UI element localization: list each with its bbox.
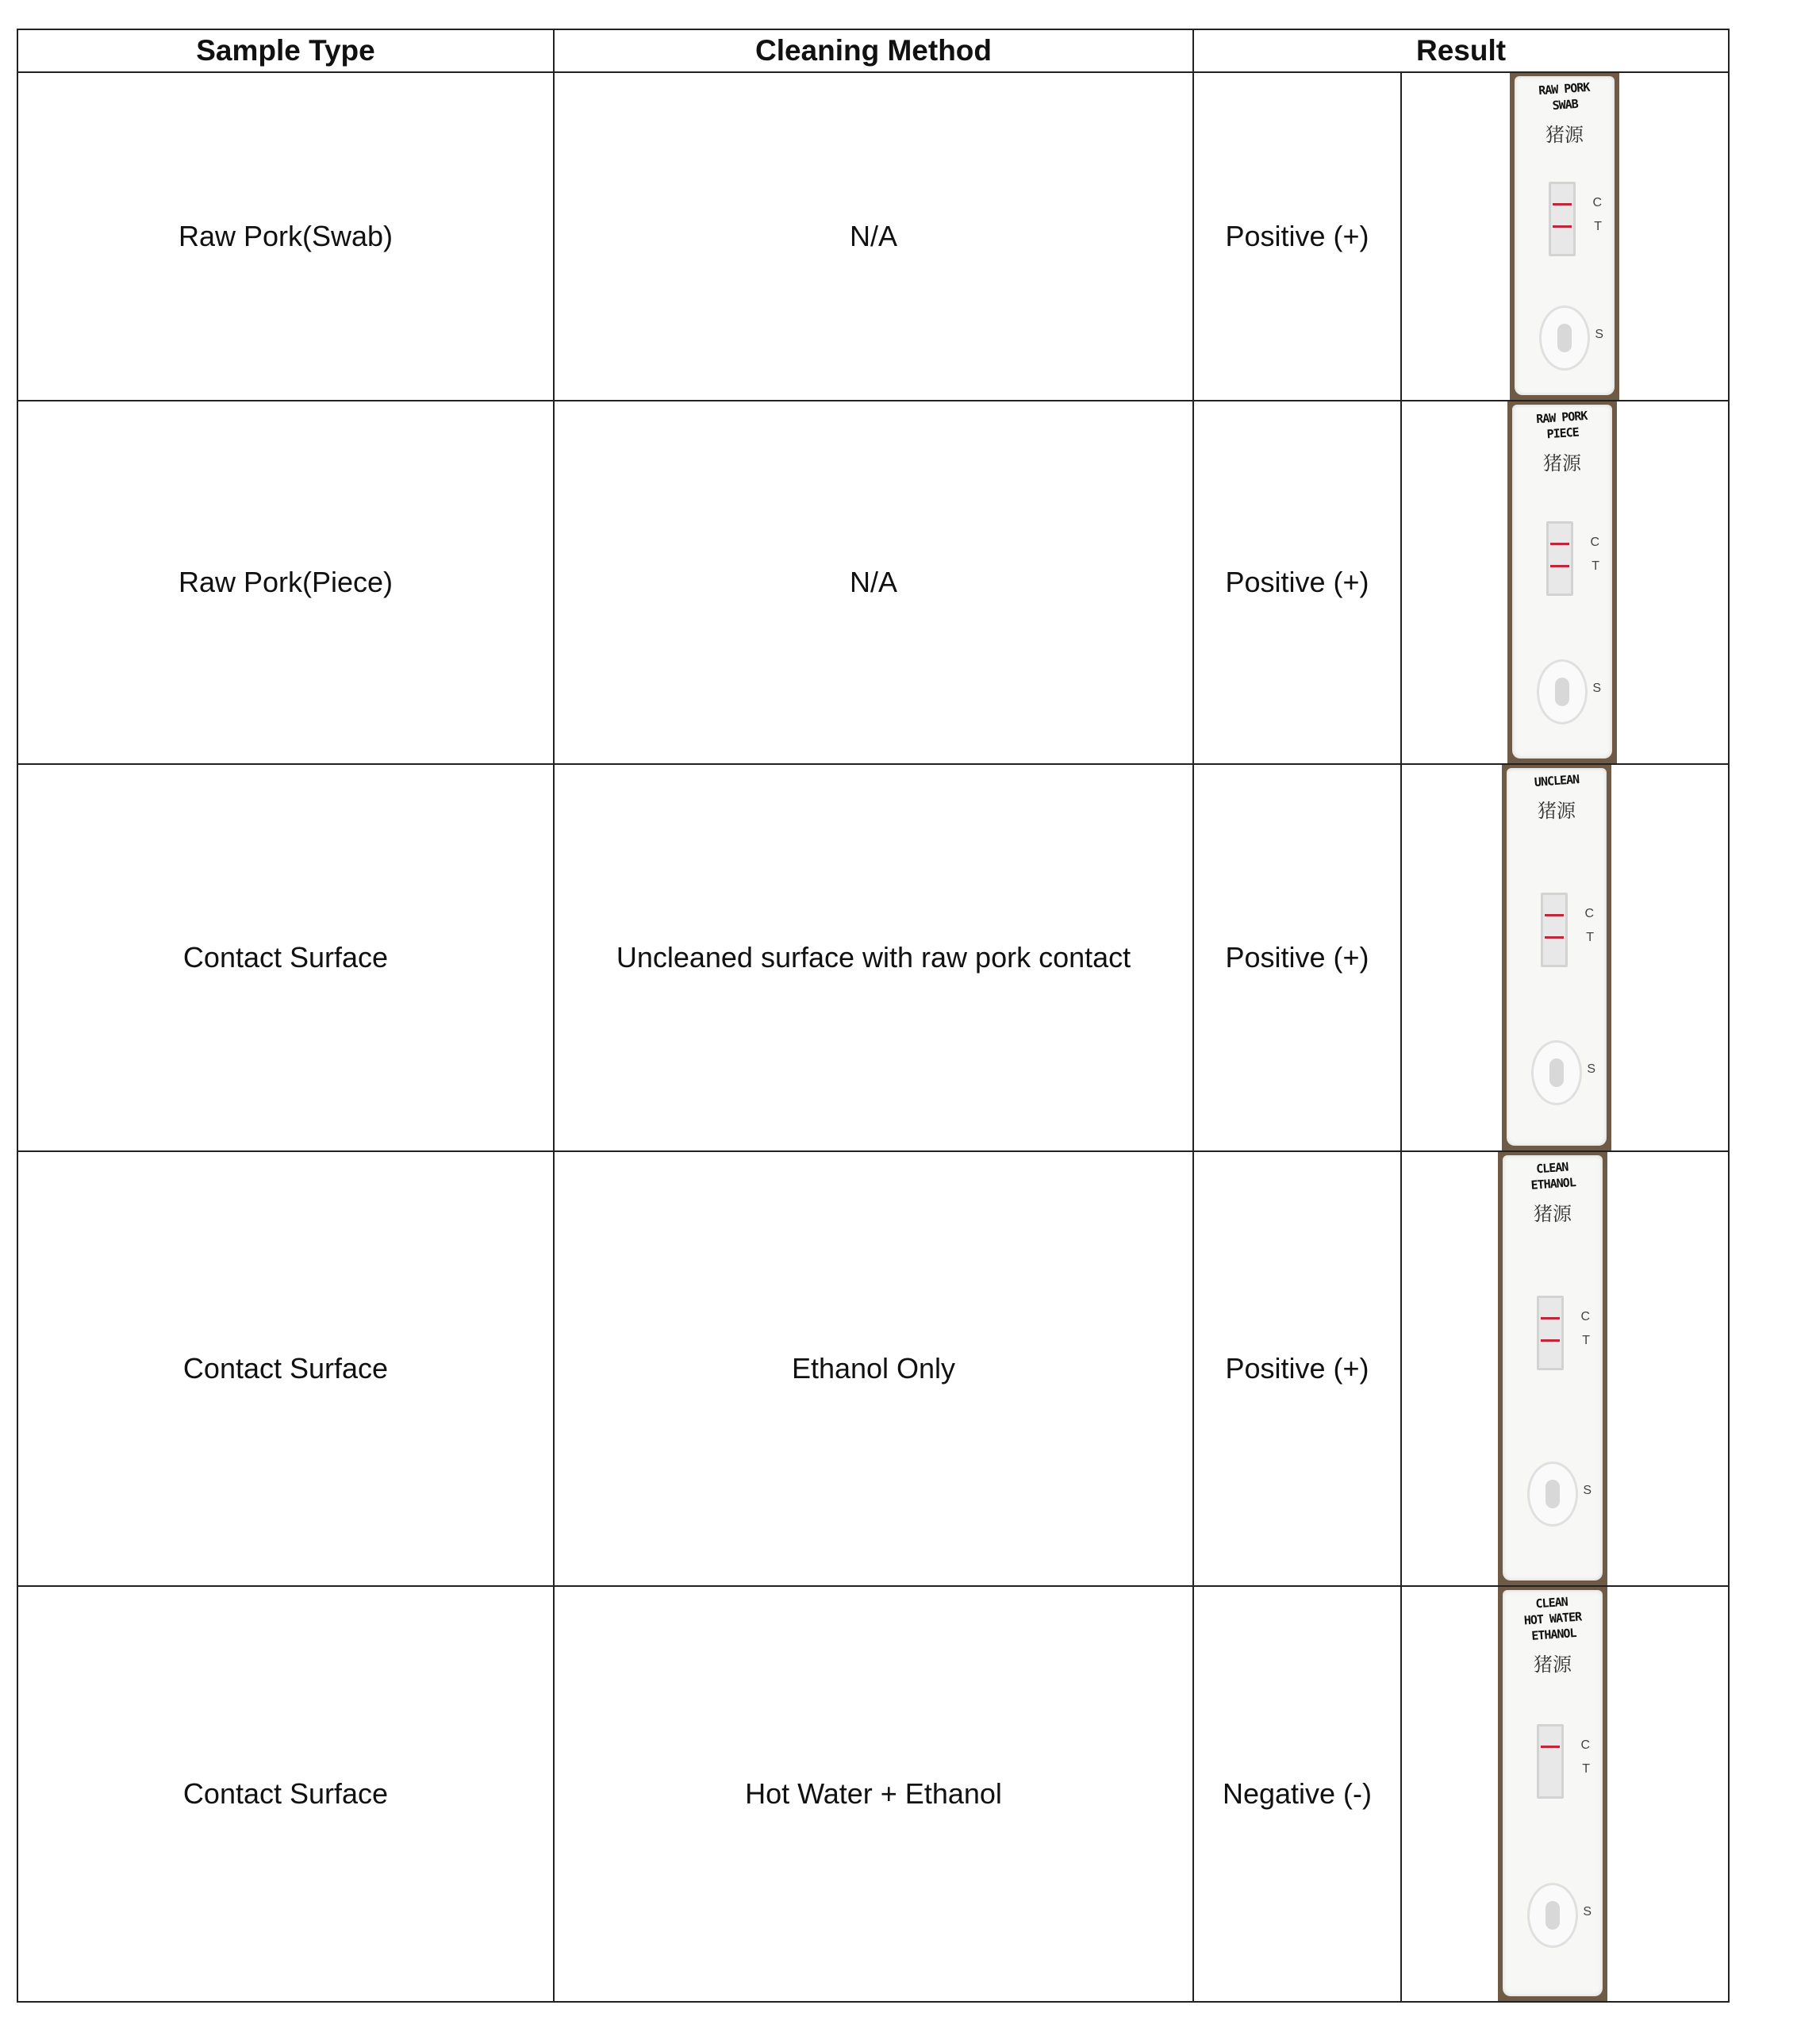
brand-label: 猪源 (1545, 124, 1584, 146)
table-row (17, 764, 1729, 1151)
handwritten-label: CLEAN HOT WATER ETHANOL (1523, 1594, 1582, 1643)
brand-label: 猪源 (1543, 452, 1581, 474)
control-mark: C (1580, 1738, 1590, 1752)
result-window (1549, 182, 1576, 256)
table-row (17, 1151, 1729, 1586)
strip-photo-cell (1401, 401, 1729, 764)
test-mark: T (1594, 220, 1602, 233)
handwritten-label: RAW PORK PIECE (1535, 408, 1588, 442)
test-cassette (1512, 405, 1612, 759)
sample-well (1527, 1461, 1578, 1527)
control-line (1550, 543, 1569, 545)
table-row (17, 72, 1729, 401)
sample-type-cell: Contact Surface (17, 764, 554, 1151)
result-window (1541, 893, 1568, 967)
sample-mark: S (1583, 1905, 1592, 1919)
sample-type-cell: Raw Pork(Swab) (17, 72, 554, 401)
sample-well (1539, 305, 1590, 371)
test-line (1541, 1339, 1560, 1342)
sample-mark: S (1583, 1484, 1592, 1497)
sample-well (1527, 1883, 1578, 1948)
brand-label: 猪源 (1534, 1203, 1572, 1225)
header-row (17, 29, 1729, 72)
handwritten-label: RAW PORK SWAB (1538, 79, 1590, 113)
sample-type-cell: Contact Surface (17, 1151, 554, 1586)
test-mark: T (1582, 1762, 1590, 1776)
test-cassette (1503, 1155, 1603, 1581)
header-cleaning-method: Cleaning Method (554, 29, 1193, 72)
brand-label: 猪源 (1538, 800, 1576, 822)
result-cell: Positive (+) (1193, 764, 1401, 1151)
table-row (17, 1586, 1729, 2002)
result-cell: Positive (+) (1193, 401, 1401, 764)
cleaning-method-cell: N/A (554, 401, 1193, 764)
control-mark: C (1584, 907, 1594, 920)
handwritten-label: CLEAN ETHANOL (1530, 1159, 1576, 1193)
strip-photo-cell (1401, 764, 1729, 1151)
test-strip-photo (1402, 1152, 1728, 1585)
test-strip-photo (1402, 401, 1728, 763)
strip-photo-cell (1401, 1151, 1729, 1586)
result-window (1537, 1724, 1564, 1799)
cleaning-method-cell: Ethanol Only (554, 1151, 1193, 1586)
test-line (1545, 936, 1564, 939)
handwritten-label: UNCLEAN (1534, 772, 1580, 789)
strip-photo-cell (1401, 72, 1729, 401)
result-window (1537, 1296, 1564, 1370)
sample-type-cell: Raw Pork(Piece) (17, 401, 554, 764)
cleaning-method-cell: Hot Water + Ethanol (554, 1586, 1193, 2002)
control-mark: C (1590, 536, 1599, 549)
result-cell: Positive (+) (1193, 72, 1401, 401)
sample-mark: S (1595, 328, 1603, 341)
results-table (17, 29, 1730, 2003)
control-line (1545, 914, 1564, 916)
test-strip-photo (1402, 765, 1728, 1150)
test-mark: T (1586, 931, 1594, 944)
test-mark: T (1582, 1334, 1590, 1347)
sample-well (1531, 1040, 1582, 1105)
result-window (1546, 521, 1573, 596)
table-row (17, 401, 1729, 764)
control-line (1553, 203, 1572, 205)
cleaning-method-cell: Uncleaned surface with raw pork contact (554, 764, 1193, 1151)
header-sample-type: Sample Type (17, 29, 554, 72)
control-mark: C (1580, 1310, 1590, 1323)
result-cell: Positive (+) (1193, 1151, 1401, 1586)
control-line (1541, 1317, 1560, 1319)
sample-mark: S (1587, 1062, 1595, 1076)
test-line (1553, 225, 1572, 228)
test-cassette (1503, 1590, 1603, 1996)
result-cell: Negative (-) (1193, 1586, 1401, 2002)
cleaning-method-cell: N/A (554, 72, 1193, 401)
test-cassette (1507, 768, 1607, 1146)
strip-photo-cell (1401, 1586, 1729, 2002)
control-line (1541, 1746, 1560, 1748)
sample-mark: S (1592, 682, 1601, 695)
test-strip-photo (1402, 1587, 1728, 2001)
test-mark: T (1592, 559, 1599, 573)
brand-label: 猪源 (1534, 1654, 1572, 1676)
sample-well (1537, 659, 1588, 724)
test-strip-photo (1402, 73, 1728, 400)
header-result: Result (1193, 29, 1729, 72)
sample-type-cell: Contact Surface (17, 1586, 554, 2002)
control-mark: C (1592, 196, 1602, 209)
test-line (1550, 565, 1569, 567)
test-cassette (1515, 76, 1615, 395)
